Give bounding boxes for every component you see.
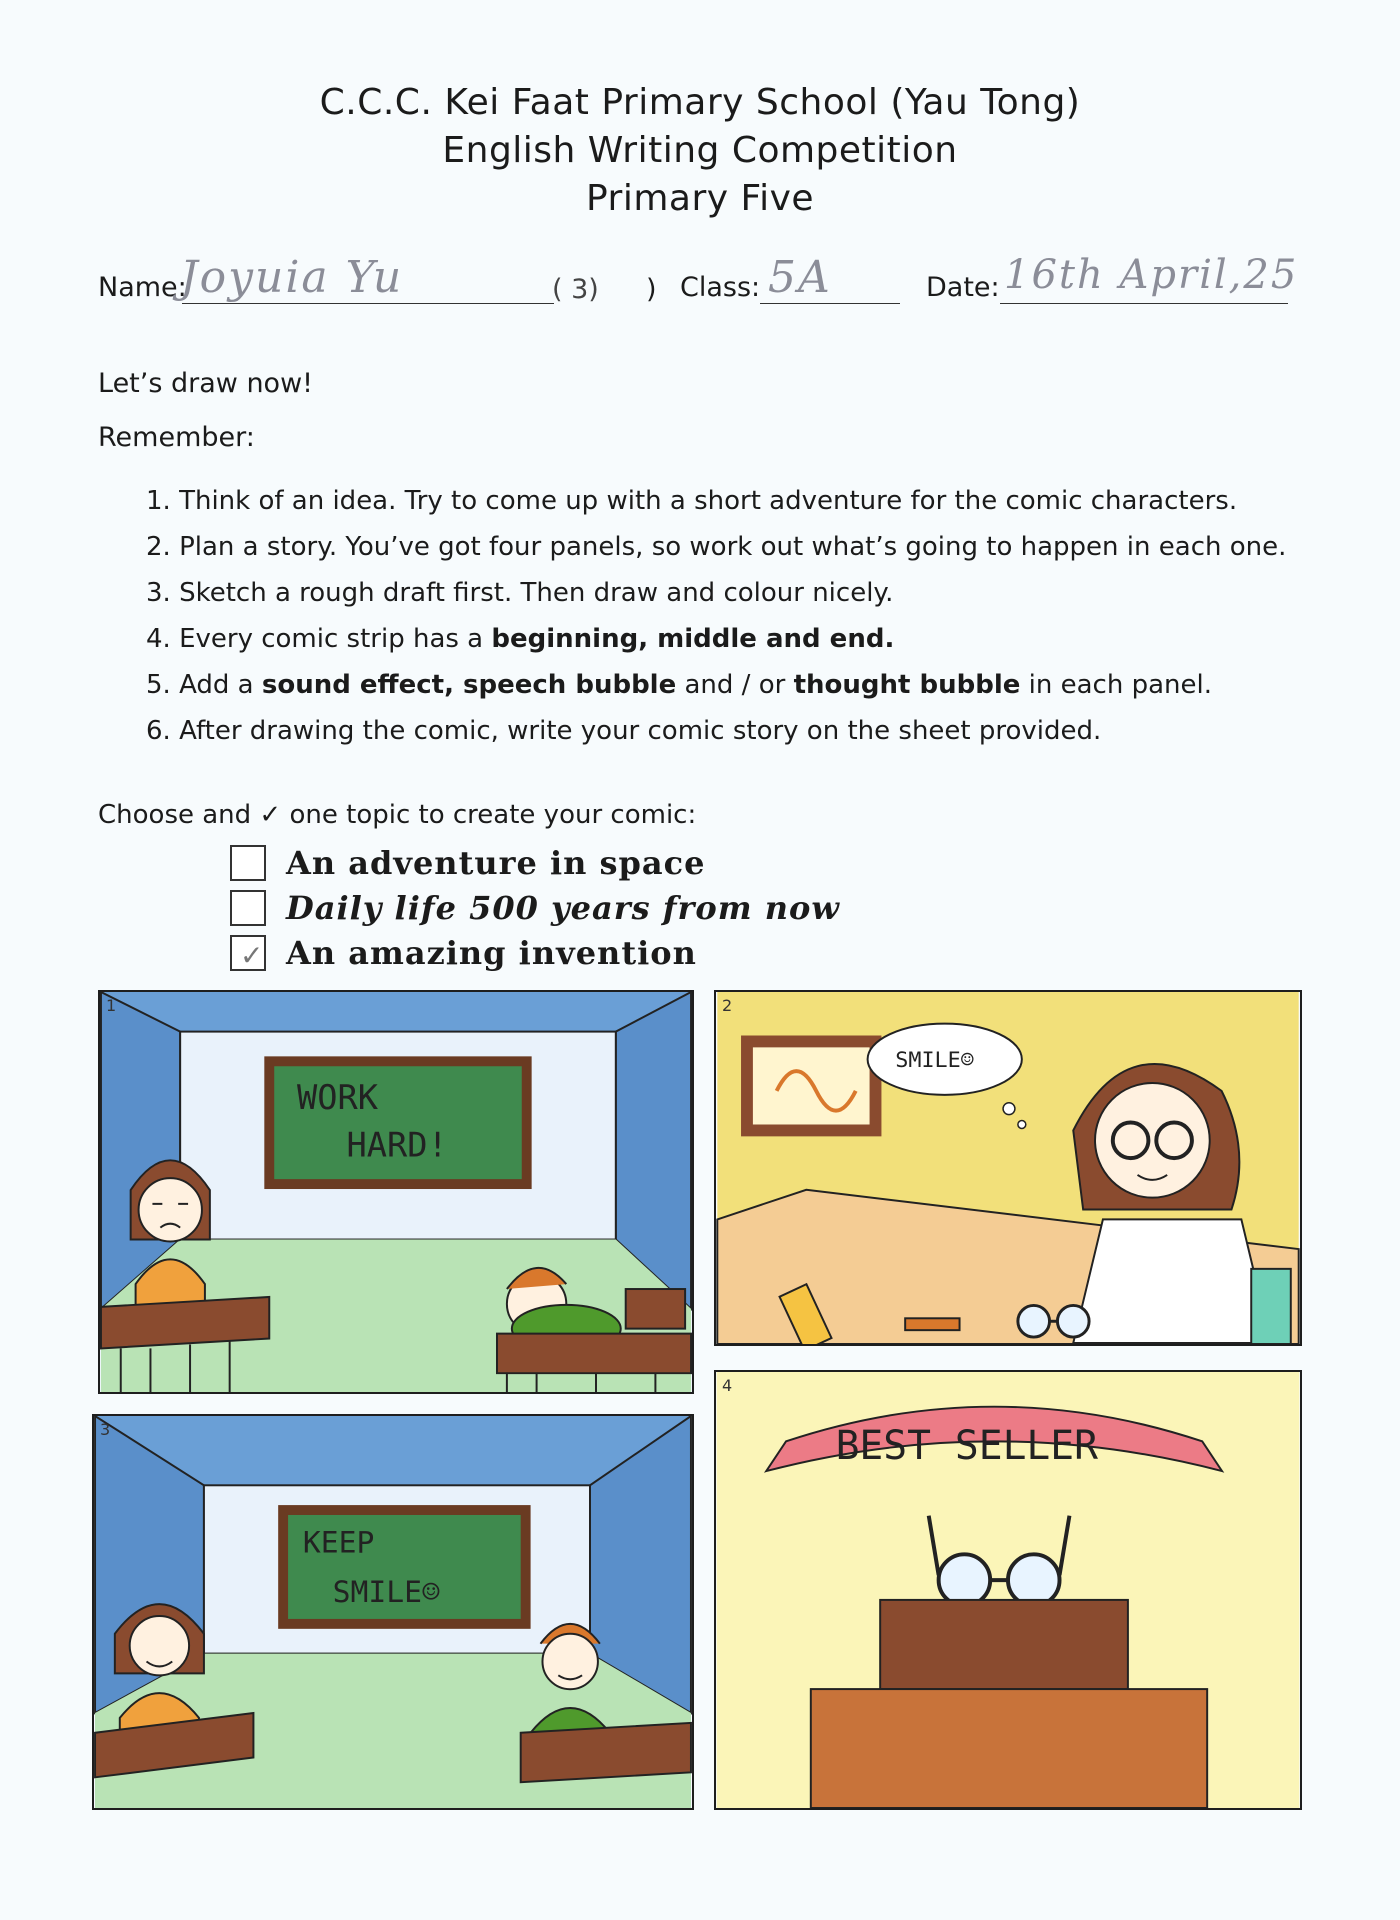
display-box — [880, 1600, 1128, 1689]
topic-option-invention[interactable] — [230, 933, 697, 973]
wall-picture — [747, 1041, 876, 1130]
comic-panel-1 — [98, 990, 694, 1394]
topic-checkbox[interactable] — [230, 890, 266, 926]
rule-item: 4. Every comic strip has a beginning, middle and end. — [146, 624, 895, 654]
topic-label: An adventure in space — [286, 844, 706, 882]
board-line-2: HARD! — [346, 1125, 448, 1165]
bubble-text: SMILE☺ — [895, 1048, 974, 1074]
class-number: ( 3) — [552, 274, 599, 305]
rule-item: 5. Add a sound effect, speech bubble and / or thought bubble in each panel. — [146, 670, 1212, 700]
comic-panel-4 — [714, 1370, 1302, 1810]
rule-item: 1. Think of an idea. Try to come up with a short adventure for the comic characters. — [146, 486, 1238, 516]
topic-option-space[interactable] — [230, 843, 706, 883]
name-value: Joyuia Yu — [180, 252, 404, 303]
class-value: 5A — [768, 252, 832, 303]
topic-label: Daily life 500 years from now — [286, 889, 840, 927]
board-line-1: KEEP — [302, 1525, 375, 1561]
rule-item: 6. After drawing the comic, write your comic story on the sheet provided. — [146, 716, 1102, 746]
tool-stick — [905, 1318, 959, 1330]
rules-list — [146, 478, 1286, 754]
competition-title: English Writing Competition — [442, 130, 958, 171]
date-line — [1000, 303, 1288, 304]
choose-topic-prompt: Choose and ✓ one topic to create your comic: — [98, 800, 697, 830]
board-line-2: SMILE☺ — [332, 1575, 440, 1611]
comic-panel-2 — [714, 990, 1302, 1346]
level-title: Primary Five — [585, 178, 815, 219]
rule-item: 2. Plan a story. You’ve got four panels, so work out what’s going to happen in each one. — [146, 532, 1287, 562]
class-label: Class: — [680, 272, 761, 303]
topic-option-daily-life[interactable] — [230, 888, 840, 928]
school-title: C.C.C. Kei Faat Primary School (Yau Tong) — [319, 82, 1081, 123]
class-line — [760, 303, 900, 304]
topic-checkbox[interactable] — [230, 935, 266, 971]
rule-item: 3. Sketch a rough draft first. Then draw and colour nicely. — [146, 578, 894, 608]
classroom-scene — [100, 992, 692, 1392]
remember-heading: Remember: — [98, 422, 255, 453]
panel-number: 3 — [100, 1420, 111, 1439]
girl-happy — [115, 1604, 204, 1738]
panel-number: 1 — [106, 996, 117, 1015]
classroom-happy-scene — [94, 1416, 692, 1808]
comic-panel-3 — [92, 1414, 694, 1810]
desk-right — [521, 1723, 691, 1782]
name-line — [182, 303, 554, 304]
date-label: Date: — [926, 272, 1000, 303]
panel-number: 2 — [722, 996, 733, 1015]
intro-text: Let’s draw now! — [98, 368, 313, 399]
name-label: Name: — [98, 272, 187, 303]
topic-label: An amazing invention — [286, 934, 697, 972]
topic-checkbox[interactable] — [230, 845, 266, 881]
board-line-1: WORK — [296, 1077, 379, 1117]
store-display-scene — [716, 1372, 1300, 1808]
girl-figure — [131, 1160, 210, 1309]
check-mark-icon: ✓ — [240, 939, 264, 972]
banner-text: BEST SELLER — [835, 1423, 1099, 1470]
date-value: 16th April,25 — [1004, 252, 1299, 298]
display-table — [811, 1689, 1207, 1808]
inventor-scene — [716, 992, 1300, 1344]
panel-number: 4 — [722, 1376, 733, 1395]
close-paren: ) — [646, 274, 657, 305]
